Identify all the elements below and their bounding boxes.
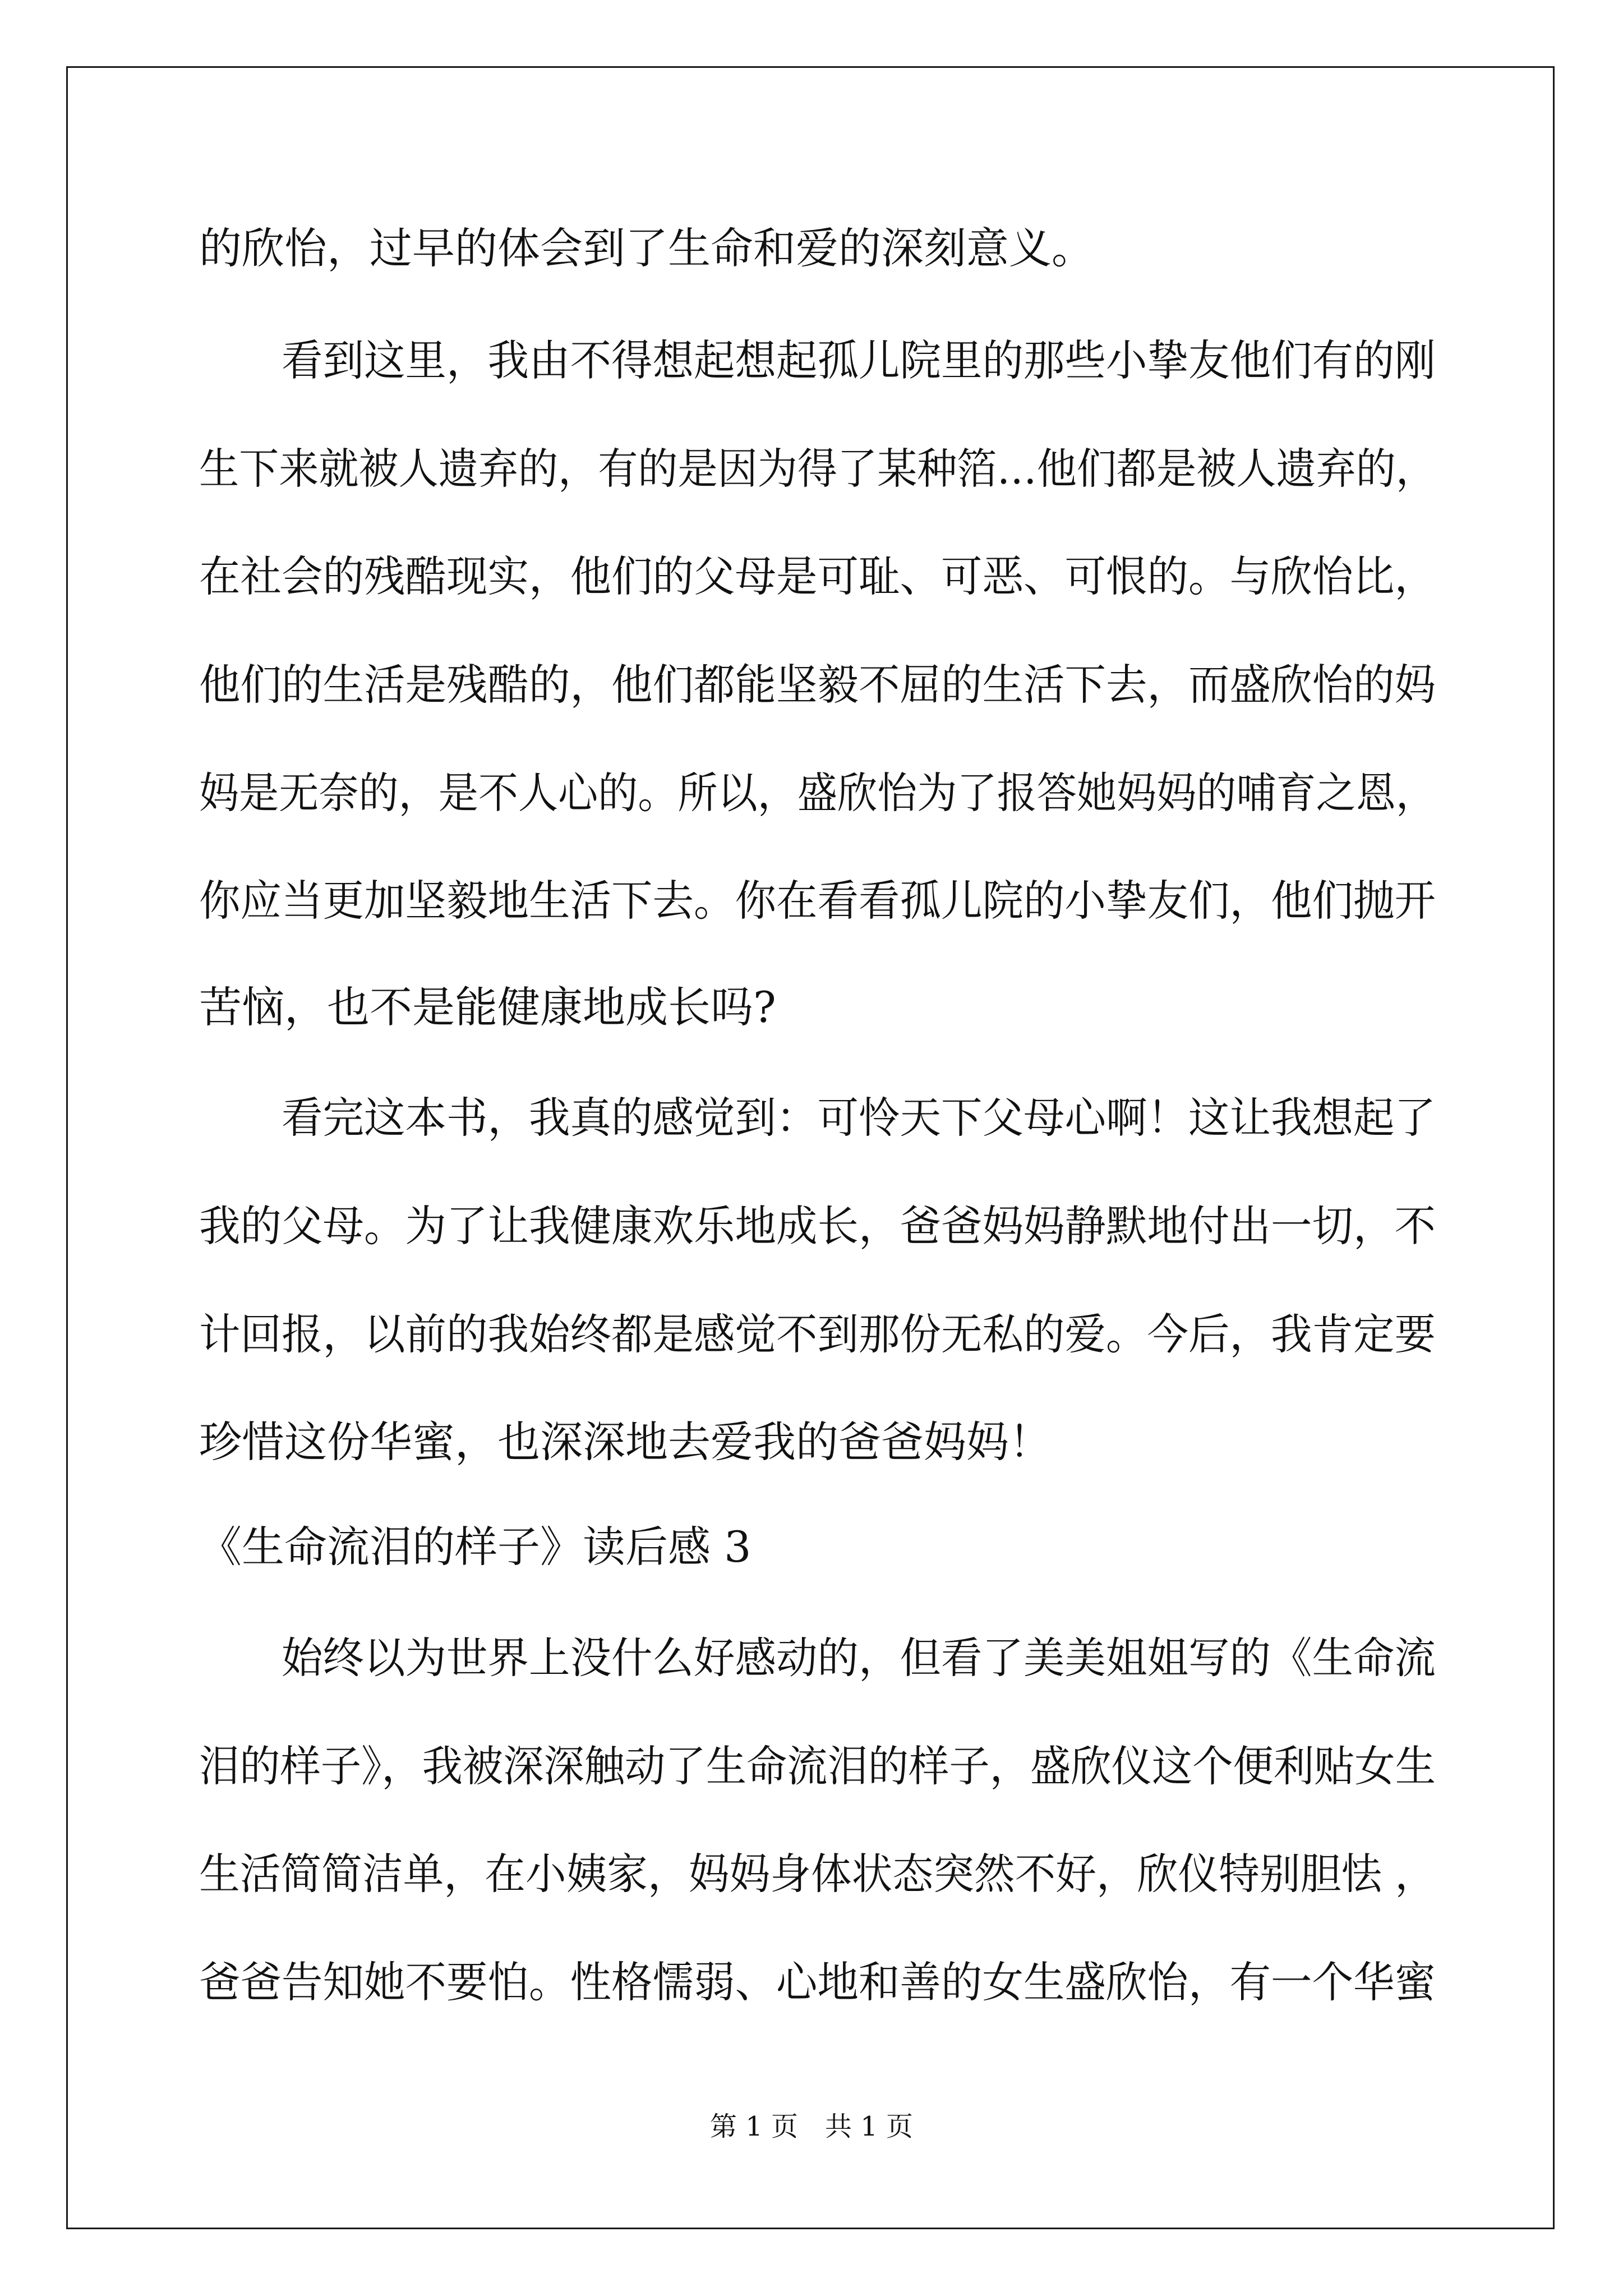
text-line: 的欣怡，过早的体会到了生命和爱的深刻意义。 — [199, 223, 1094, 273]
text-line: 爸爸告知她不要怕。性格懦弱、心地和善的女生盛欣怡，有一个华蜜 — [199, 1957, 1436, 2007]
text-line: 他们的生活是残酷的，他们都能坚毅不屈的生活下去，而盛欣怡的妈 — [199, 660, 1436, 710]
section-heading: 《生命流泪的样子》读后感 3 — [199, 1522, 751, 1572]
page-border — [66, 66, 1555, 2229]
text-line: 你应当更加坚毅地生活下去。你在看看孤儿院的小挚友们，他们抛开 — [199, 876, 1436, 926]
text-line: 看到这里，我由不得想起想起孤儿院里的那些小挚友他们有的刚 — [199, 335, 1436, 385]
text-line: 我的父母。为了让我健康欢乐地成长，爸爸妈妈静默地付出一切，不 — [199, 1201, 1436, 1251]
text-line: 计回报，以前的我始终都是感觉不到那份无私的爱。今后，我肯定要 — [199, 1309, 1436, 1359]
text-line: 生活简简洁单，在小姨家，妈妈身体状态突然不好，欣仪特别胆怯 ， — [199, 1849, 1436, 1899]
text-line: 看完这本书，我真的感觉到：可怜天下父母心啊！这让我想起了 — [199, 1093, 1436, 1143]
text-line: 苦恼，也不是能健康地成长吗? — [199, 982, 776, 1032]
text-line: 泪的样子》，我被深深触动了生命流泪的样子，盛欣仪这个便利贴女生 — [199, 1741, 1436, 1791]
text-line: 生下来就被人遗弃的，有的是因为得了某种箔…他们都是被人遗弃的， — [199, 444, 1436, 494]
text-line: 珍惜这份华蜜，也深深地去爱我的爸爸妈妈！ — [199, 1417, 1052, 1467]
page-footer: 第 1 页 共 1 页 — [709, 2111, 914, 2142]
text-line: 始终以为世界上没什么好感动的，但看了美美姐姐写的《生命流 — [199, 1633, 1436, 1683]
text-line: 在社会的残酷现实，他们的父母是可耻、可恶、可恨的。与欣怡比， — [199, 551, 1436, 601]
text-line: 妈是无奈的，是不人心的。所以，盛欣怡为了报答她妈妈的哺育之恩， — [199, 768, 1436, 818]
